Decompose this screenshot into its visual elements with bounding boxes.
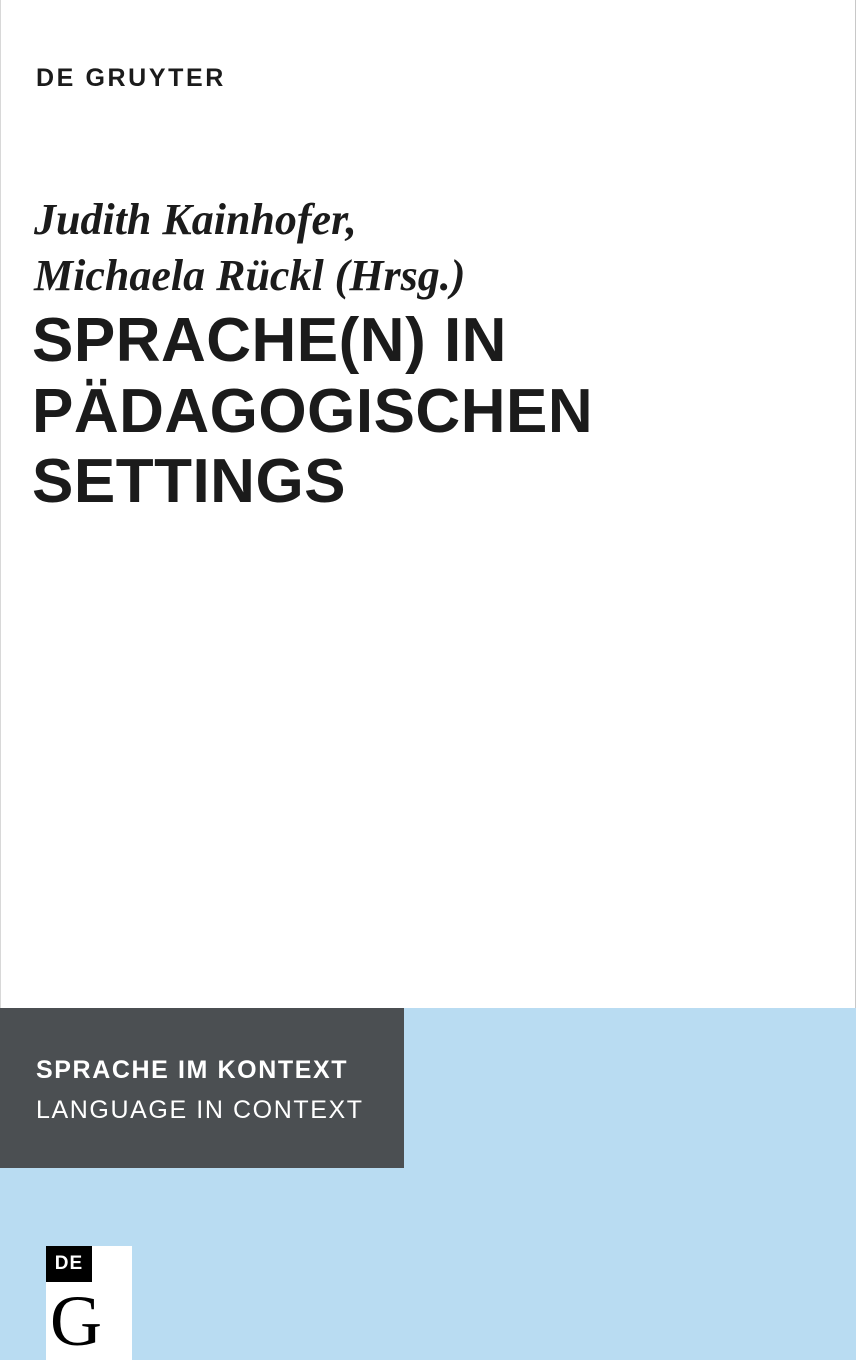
de-gruyter-logo — [46, 1246, 132, 1360]
page-title — [32, 306, 772, 518]
editors-block — [34, 192, 734, 305]
logo-g-letter: G — [50, 1281, 102, 1360]
page-edge-line-left — [0, 0, 1, 1010]
logo-de-block: DE — [46, 1246, 92, 1282]
publisher-wordmark: DE GRUYTER — [36, 64, 226, 92]
title-line-2: PÄDAGOGISCHEN — [32, 376, 594, 446]
editors-line-1: Judith Kainhofer, — [34, 195, 357, 244]
title-line-1: SPRACHE(N) IN — [32, 306, 507, 375]
series-banner — [0, 1008, 404, 1168]
series-title-english: LANGUAGE IN CONTEXT — [36, 1096, 364, 1124]
title-line-3: SETTINGS — [32, 447, 347, 517]
editors-line-2: Michaela Rückl (Hrsg.) — [34, 251, 466, 301]
series-title-german: SPRACHE IM KONTEXT — [36, 1056, 349, 1084]
